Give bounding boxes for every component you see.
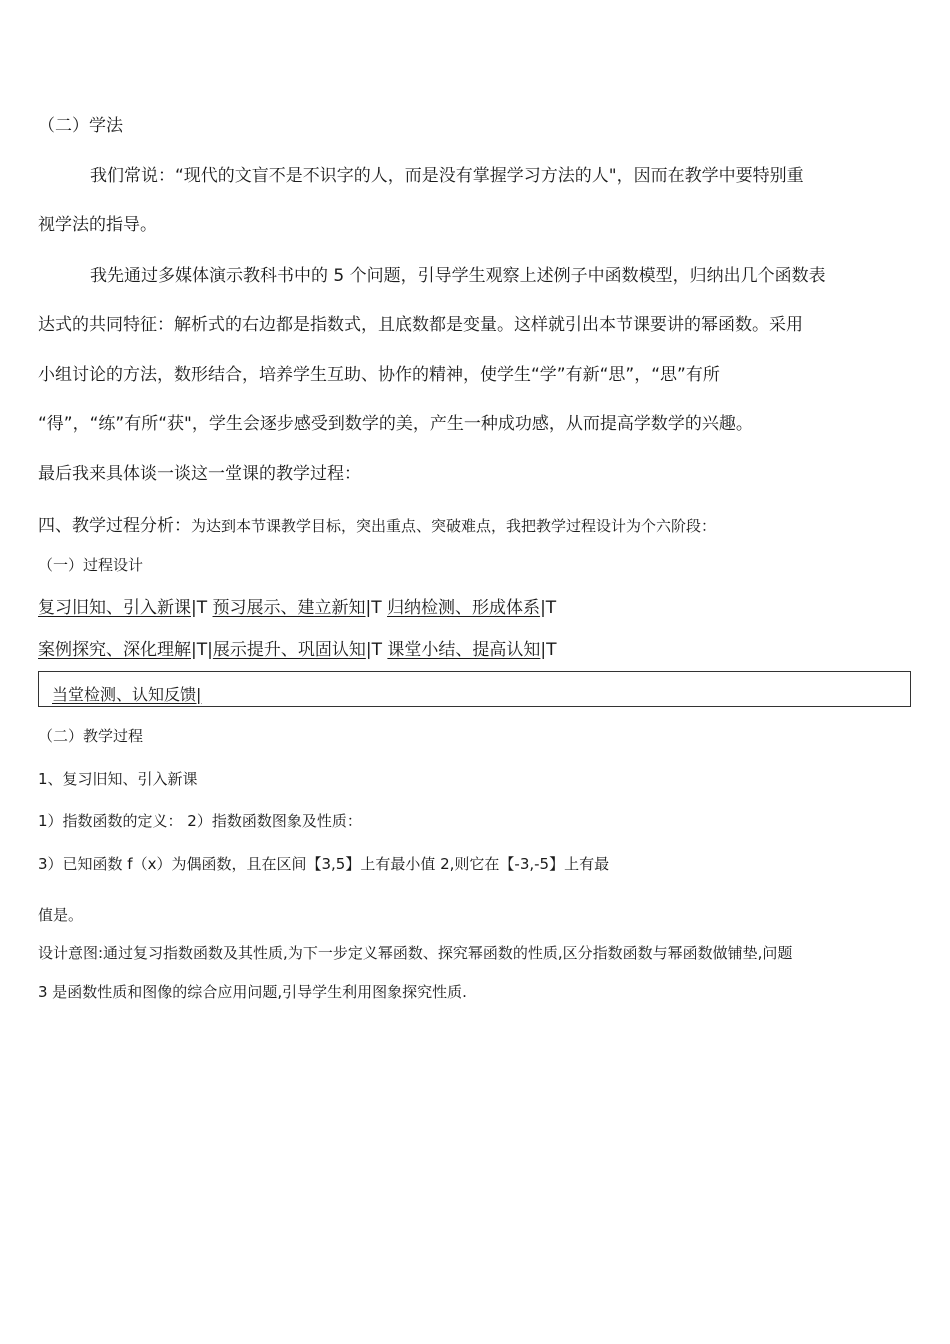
design-intent-line: 设计意图:通过复习指数函数及其性质,为下一步定义幂函数、探究幂函数的性质,区分指数函数与幂函数做铺垫,问题	[38, 944, 793, 962]
question-line: 3）已知函数 f（x）为偶函数，且在区间【3,5】上有最小值 2,则它在【-3,-5】上有最	[38, 855, 610, 873]
paragraph-line: 最后我来具体谈一谈这一堂课的教学过程：	[38, 464, 361, 484]
paragraph-line: 我先通过多媒体演示教科书中的 5 个问题，引导学生观察上述例子中函数模型，归纳出几个函数表	[90, 266, 826, 286]
heading-rest: 为达到本节课教学目标，突出重点、突破难点，我把教学过程设计为个六阶段：	[191, 517, 717, 535]
flow-arrow: |T|	[191, 640, 213, 660]
flow-step: 预习展示、建立新知	[212, 598, 366, 618]
paragraph-line: 我们常说：“现代的文盲不是不识字的人，而是没有掌握学习方法的人"，因而在教学中要特别重	[90, 166, 804, 186]
flow-arrow: |T	[540, 598, 557, 618]
paragraph-line: 达式的共同特征：解析式的右边都是指数式，且底数都是变量。这样就引出本节课要讲的幂函数。采用	[38, 315, 803, 335]
heading-main: 四、教学过程分析：	[38, 516, 191, 536]
subsection-heading-teaching-process: （二）教学过程	[38, 727, 144, 745]
flow-arrow: |T	[191, 598, 208, 618]
design-intent-line: 3 是函数性质和图像的综合应用问题,引导学生利用图象探究性质.	[38, 983, 467, 1001]
flow-step: 展示提升、巩固认知	[212, 640, 366, 660]
flow-row-1	[38, 596, 556, 620]
step-heading: 1、复习旧知、引入新课	[38, 770, 198, 788]
flow-row-2	[38, 638, 557, 662]
question-line: 1）指数函数的定义： 2）指数函数图象及性质：	[38, 812, 362, 830]
flow-box	[38, 671, 911, 707]
flow-arrow: |T	[365, 598, 382, 618]
flow-step: 复习旧知、引入新课	[38, 598, 191, 618]
subsection-heading-process-design: （一）过程设计	[38, 556, 144, 574]
paragraph-line: 小组讨论的方法，数形结合，培养学生互助、协作的精神，使学生“学”有新“思”，“思”有所	[38, 365, 720, 385]
question-line: 值是。	[38, 906, 84, 924]
flow-step: 归纳检测、形成体系	[387, 598, 541, 618]
flow-box-label: 当堂检测、认知反馈|	[52, 685, 202, 704]
paragraph-line: 视学法的指导。	[38, 215, 157, 235]
flow-step: 案例探究、深化理解	[38, 640, 191, 660]
section-heading-xuefa: （二）学法	[38, 116, 123, 136]
flow-arrow: |T	[540, 640, 557, 660]
flow-arrow: |T	[365, 640, 382, 660]
flow-step: 课堂小结、提高认知	[387, 640, 541, 660]
paragraph-line: “得”，“练”有所“获"，学生会逐步感受到数学的美，产生一种成功感，从而提高学数学的兴趣。	[38, 414, 753, 434]
section-heading-four	[38, 514, 716, 538]
